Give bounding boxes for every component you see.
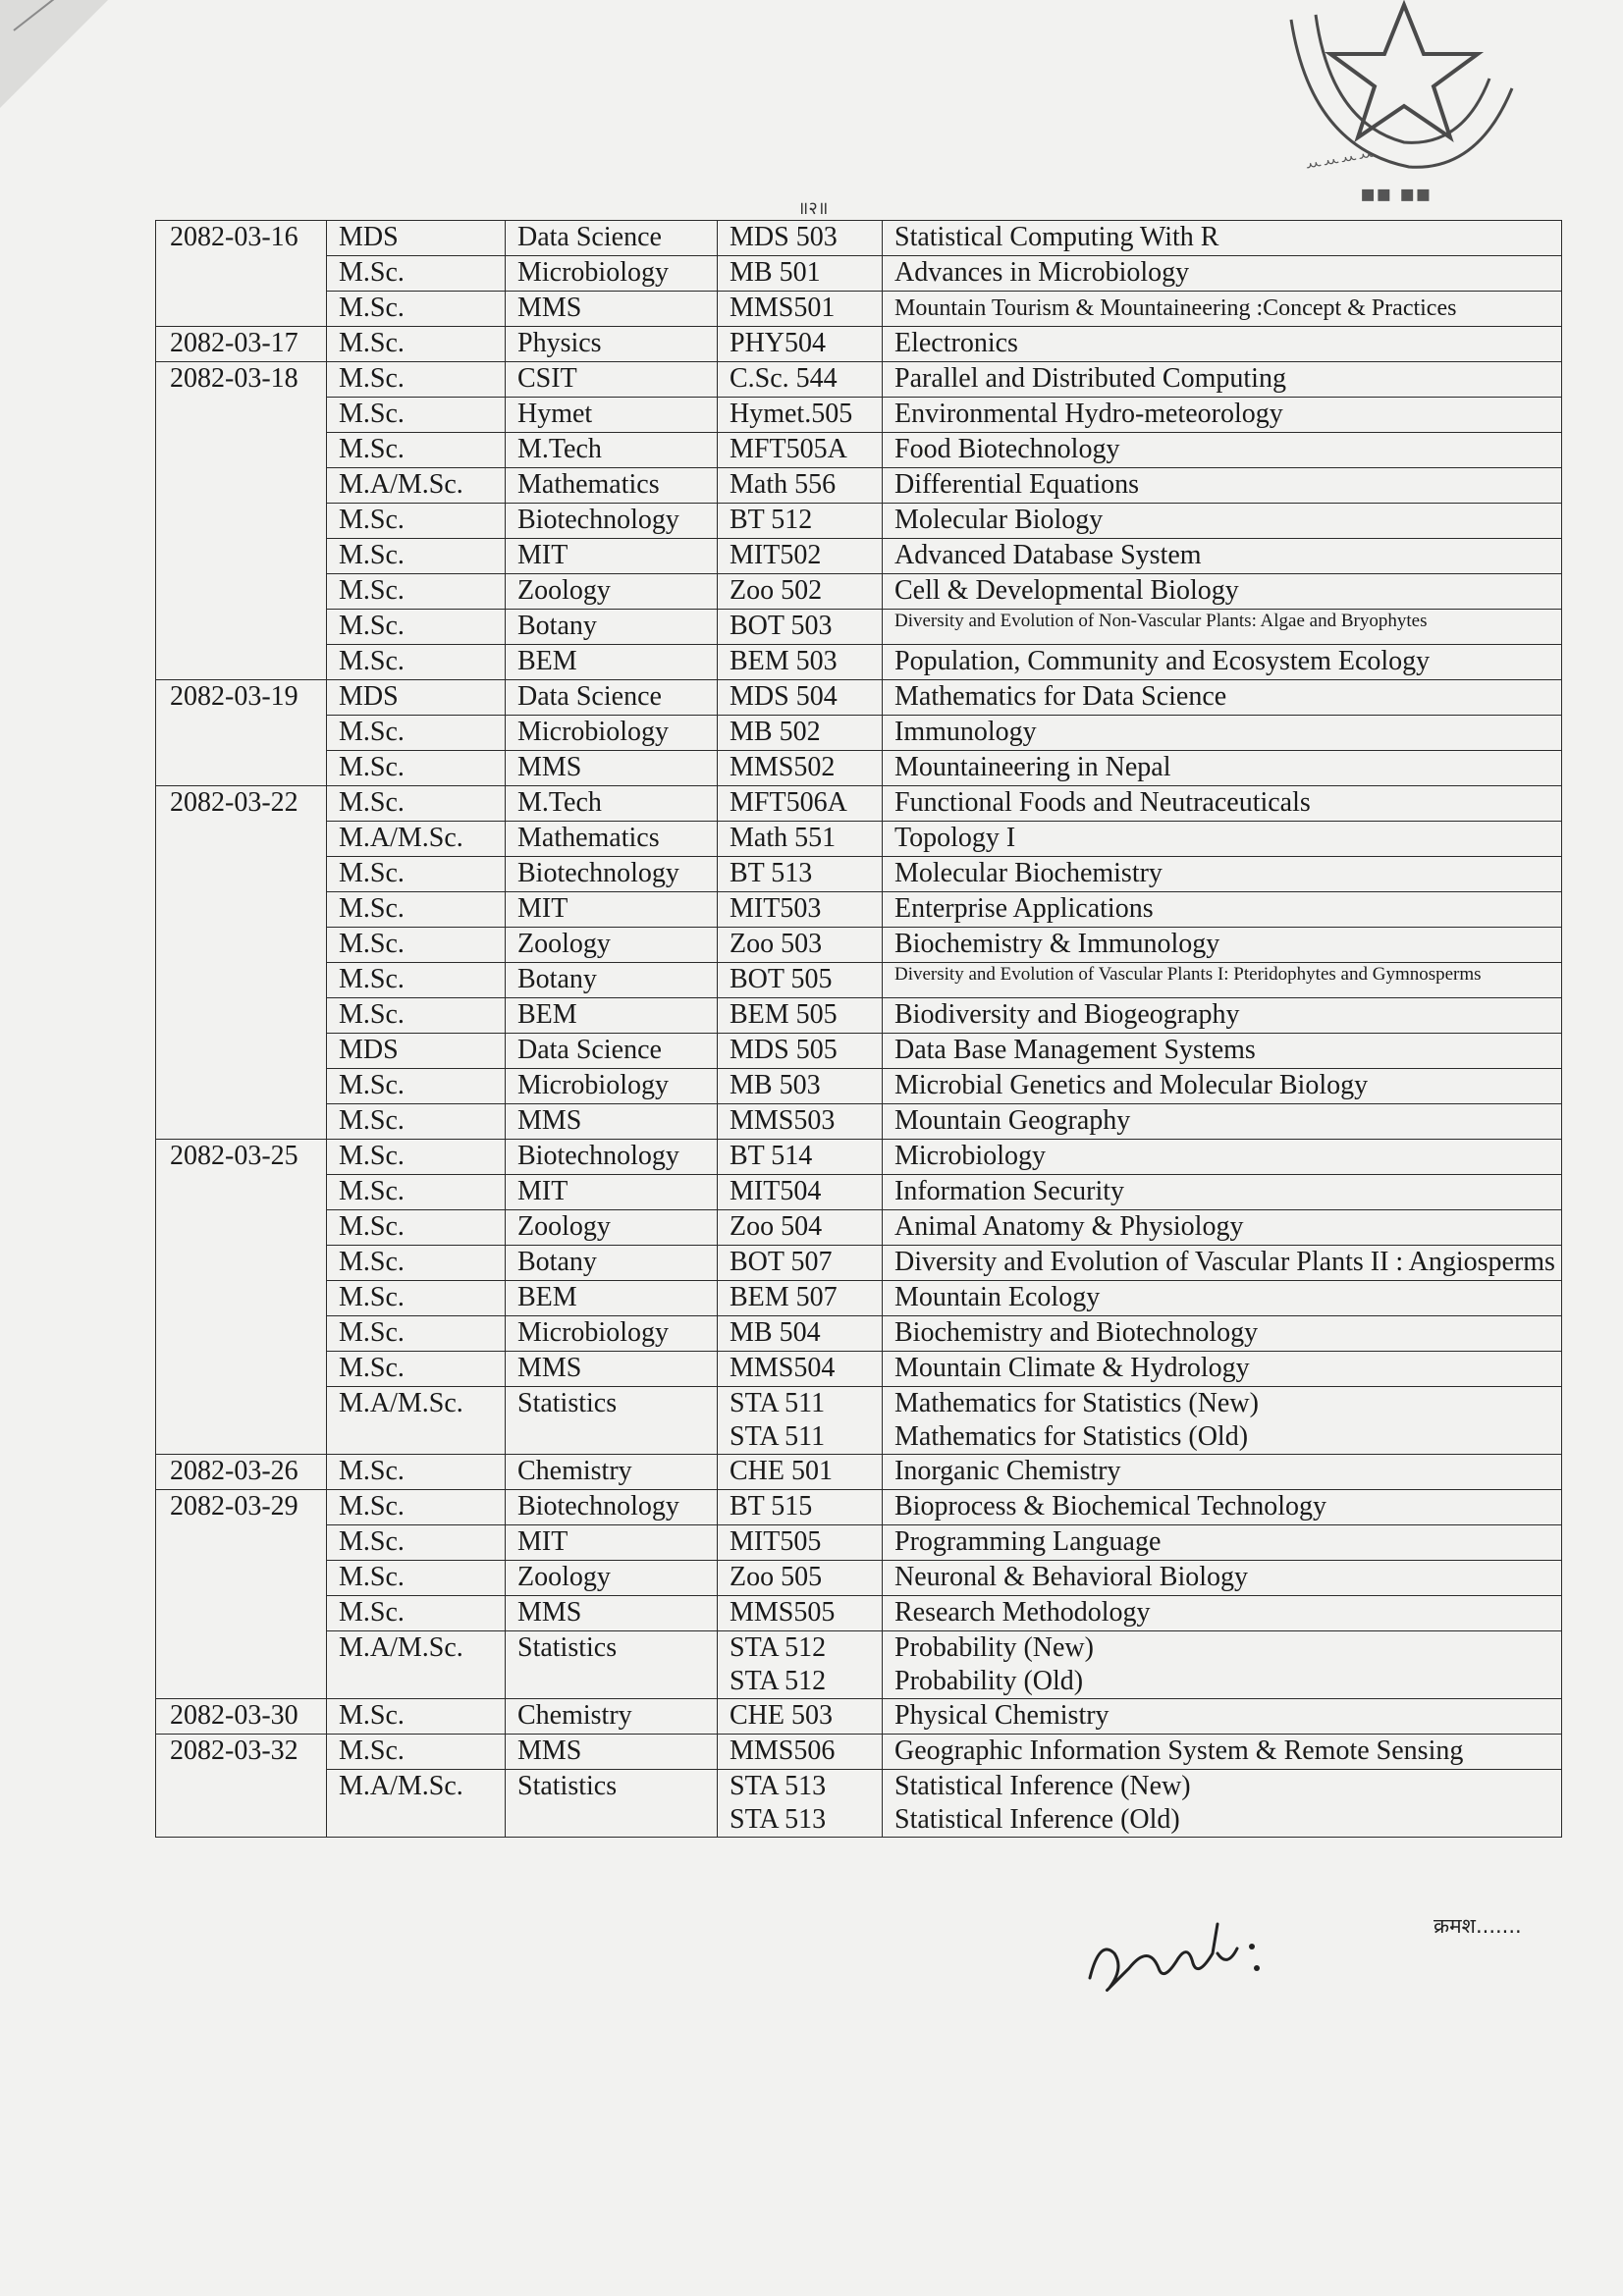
course-title-cell: Advanced Database System <box>883 539 1562 574</box>
table-row <box>156 362 1562 398</box>
program-cell: M.Sc. <box>327 292 506 327</box>
program-cell: M.Sc. <box>327 574 506 610</box>
course-code-cell: MFT506A <box>718 786 883 822</box>
star-seal-icon <box>1232 0 1527 221</box>
subject-cell: MMS <box>506 751 718 786</box>
table-row <box>156 327 1562 362</box>
course-title-cell: Immunology <box>883 716 1562 751</box>
program-cell: M.Sc. <box>327 327 506 362</box>
program-cell: M.A/M.Sc. <box>327 468 506 504</box>
course-title-cell: Mathematics for Data Science <box>883 680 1562 716</box>
subject-cell: Physics <box>506 327 718 362</box>
course-code-cell: C.Sc. 544 <box>718 362 883 398</box>
table-row <box>156 751 1562 786</box>
table-row <box>156 1316 1562 1352</box>
course-code-line: STA 513 <box>730 1771 827 1801</box>
exam-schedule-table <box>155 220 1562 1838</box>
subject-cell: Mathematics <box>506 822 718 857</box>
course-code-cell: MIT505 <box>718 1525 883 1561</box>
course-code-cell: PHY504 <box>718 327 883 362</box>
subject-cell: Statistics <box>506 1631 718 1699</box>
svg-text:ꕀꕀꕀꕀ: ꕀꕀꕀꕀ <box>1302 140 1378 177</box>
course-code-cell: BT 514 <box>718 1140 883 1175</box>
course-title-cell <box>883 1387 1562 1455</box>
course-code-cell: MB 501 <box>718 256 883 292</box>
course-code-cell: BT 512 <box>718 504 883 539</box>
course-code-cell: CHE 501 <box>718 1455 883 1490</box>
course-code-cell: MB 503 <box>718 1069 883 1104</box>
program-cell: M.Sc. <box>327 786 506 822</box>
exam-date: 2082-03-29 <box>156 1490 327 1699</box>
table-row <box>156 398 1562 433</box>
program-cell: M.Sc. <box>327 1069 506 1104</box>
table-row <box>156 1699 1562 1735</box>
course-title-cell: Data Base Management Systems <box>883 1034 1562 1069</box>
subject-cell: MMS <box>506 1596 718 1631</box>
course-title-cell: Diversity and Evolution of Non-Vascular Plants: Algae and Bryophytes <box>883 610 1562 645</box>
course-code-cell: MDS 504 <box>718 680 883 716</box>
subject-cell: Microbiology <box>506 716 718 751</box>
course-title-cell: Physical Chemistry <box>883 1699 1562 1735</box>
course-code-line: STA 511 <box>730 1388 826 1418</box>
course-title-cell <box>883 1770 1562 1838</box>
program-cell: M.Sc. <box>327 362 506 398</box>
course-title-cell: Biodiversity and Biogeography <box>883 998 1562 1034</box>
table-row <box>156 892 1562 928</box>
course-code-cell: BEM 505 <box>718 998 883 1034</box>
subject-cell: Statistics <box>506 1770 718 1838</box>
exam-date: 2082-03-19 <box>156 680 327 786</box>
course-code-cell: MDS 503 <box>718 221 883 256</box>
table-row <box>156 574 1562 610</box>
table-row <box>156 1561 1562 1596</box>
exam-date: 2082-03-30 <box>156 1699 327 1735</box>
table-row <box>156 645 1562 680</box>
table-row <box>156 998 1562 1034</box>
program-cell: M.Sc. <box>327 1455 506 1490</box>
table-row <box>156 857 1562 892</box>
course-title-cell: Molecular Biology <box>883 504 1562 539</box>
course-title-cell: Programming Language <box>883 1525 1562 1561</box>
subject-cell: Statistics <box>506 1387 718 1455</box>
program-cell: M.Sc. <box>327 1735 506 1770</box>
subject-cell: Mathematics <box>506 468 718 504</box>
subject-cell: Microbiology <box>506 1316 718 1352</box>
course-title-cell: Differential Equations <box>883 468 1562 504</box>
subject-cell: BEM <box>506 1281 718 1316</box>
subject-cell: Microbiology <box>506 256 718 292</box>
table-row <box>156 1140 1562 1175</box>
subject-cell: Data Science <box>506 680 718 716</box>
program-cell: M.Sc. <box>327 1104 506 1140</box>
program-cell: M.Sc. <box>327 963 506 998</box>
exam-date: 2082-03-16 <box>156 221 327 327</box>
course-code-cell: Zoo 505 <box>718 1561 883 1596</box>
course-title-cell: Inorganic Chemistry <box>883 1455 1562 1490</box>
program-cell: M.Sc. <box>327 1490 506 1525</box>
table-row <box>156 1387 1562 1455</box>
program-cell: M.Sc. <box>327 1525 506 1561</box>
course-title-cell: Animal Anatomy & Physiology <box>883 1210 1562 1246</box>
program-cell: M.Sc. <box>327 539 506 574</box>
subject-cell: Biotechnology <box>506 1140 718 1175</box>
course-code-line: STA 513 <box>730 1804 827 1835</box>
course-code-cell: Zoo 502 <box>718 574 883 610</box>
exam-date: 2082-03-17 <box>156 327 327 362</box>
course-code-cell: MB 502 <box>718 716 883 751</box>
course-code-cell: MFT505A <box>718 433 883 468</box>
table-row <box>156 1034 1562 1069</box>
program-cell: M.Sc. <box>327 1210 506 1246</box>
table-row <box>156 963 1562 998</box>
course-code-cell: Math 551 <box>718 822 883 857</box>
schedule-body <box>156 221 1562 1838</box>
subject-cell: M.Tech <box>506 433 718 468</box>
table-row <box>156 680 1562 716</box>
course-title-cell: Topology I <box>883 822 1562 857</box>
course-code-cell: BT 513 <box>718 857 883 892</box>
program-cell: M.Sc. <box>327 1246 506 1281</box>
course-code-cell: MIT502 <box>718 539 883 574</box>
table-row <box>156 1246 1562 1281</box>
course-code-cell: MMS502 <box>718 751 883 786</box>
course-code-cell: MMS504 <box>718 1352 883 1387</box>
subject-cell: Zoology <box>506 928 718 963</box>
course-title-line: Probability (New) <box>894 1632 1094 1663</box>
course-title-cell: Neuronal & Behavioral Biology <box>883 1561 1562 1596</box>
subject-cell: Botany <box>506 610 718 645</box>
program-cell: M.A/M.Sc. <box>327 1387 506 1455</box>
course-code-line: STA 511 <box>730 1421 826 1452</box>
subject-cell: Botany <box>506 963 718 998</box>
table-row <box>156 1210 1562 1246</box>
course-code-cell: MDS 505 <box>718 1034 883 1069</box>
course-title-cell: Diversity and Evolution of Vascular Plants II : Angiosperms <box>883 1246 1562 1281</box>
svg-text:▪▪ ▪▪: ▪▪ ▪▪ <box>1360 180 1432 207</box>
exam-date: 2082-03-26 <box>156 1455 327 1490</box>
subject-cell: Zoology <box>506 1210 718 1246</box>
table-row <box>156 1352 1562 1387</box>
subject-cell: MIT <box>506 1525 718 1561</box>
course-code-line: STA 512 <box>730 1632 827 1663</box>
subject-cell: Biotechnology <box>506 857 718 892</box>
program-cell: M.Sc. <box>327 398 506 433</box>
program-cell: M.Sc. <box>327 751 506 786</box>
table-row <box>156 1069 1562 1104</box>
table-row <box>156 539 1562 574</box>
table-row <box>156 1596 1562 1631</box>
course-title-cell: Mountain Tourism & Mountaineering :Concept & Practices <box>883 292 1562 327</box>
table-row <box>156 716 1562 751</box>
course-title-cell: Environmental Hydro-meteorology <box>883 398 1562 433</box>
page-corner-fold <box>0 0 108 108</box>
page-number: ॥२॥ <box>797 198 829 219</box>
table-row <box>156 1735 1562 1770</box>
program-cell: MDS <box>327 680 506 716</box>
table-row <box>156 1525 1562 1561</box>
course-code-cell: MIT504 <box>718 1175 883 1210</box>
program-cell: M.Sc. <box>327 1140 506 1175</box>
course-title-cell: Enterprise Applications <box>883 892 1562 928</box>
continued-label: क्रमश....... <box>1434 1914 1522 1938</box>
course-title-cell: Mountain Geography <box>883 1104 1562 1140</box>
table-row <box>156 504 1562 539</box>
subject-cell: Data Science <box>506 221 718 256</box>
course-code-line: STA 512 <box>730 1666 827 1696</box>
subject-cell: Data Science <box>506 1034 718 1069</box>
course-title-cell: Statistical Computing With R <box>883 221 1562 256</box>
course-title-line: Statistical Inference (Old) <box>894 1804 1180 1835</box>
subject-cell: M.Tech <box>506 786 718 822</box>
table-row <box>156 256 1562 292</box>
program-cell: M.Sc. <box>327 1596 506 1631</box>
course-title-cell: Diversity and Evolution of Vascular Plants I: Pteridophytes and Gymnosperms <box>883 963 1562 998</box>
subject-cell: MMS <box>506 1735 718 1770</box>
subject-cell: Microbiology <box>506 1069 718 1104</box>
subject-cell: MMS <box>506 1104 718 1140</box>
course-title-cell: Mountain Ecology <box>883 1281 1562 1316</box>
subject-cell: MIT <box>506 1175 718 1210</box>
course-title-cell: Research Methodology <box>883 1596 1562 1631</box>
program-cell: M.Sc. <box>327 1281 506 1316</box>
course-code-cell: MB 504 <box>718 1316 883 1352</box>
table-row <box>156 822 1562 857</box>
table-row <box>156 1281 1562 1316</box>
table-row <box>156 221 1562 256</box>
course-title-cell: Electronics <box>883 327 1562 362</box>
course-title-cell: Biochemistry and Biotechnology <box>883 1316 1562 1352</box>
course-title-cell: Molecular Biochemistry <box>883 857 1562 892</box>
course-code-cell: BOT 503 <box>718 610 883 645</box>
table-row <box>156 1770 1562 1838</box>
course-code-cell: CHE 503 <box>718 1699 883 1735</box>
program-cell: M.Sc. <box>327 928 506 963</box>
subject-cell: MIT <box>506 539 718 574</box>
course-title-cell: Parallel and Distributed Computing <box>883 362 1562 398</box>
subject-cell: CSIT <box>506 362 718 398</box>
course-title-cell: Geographic Information System & Remote Sensing <box>883 1735 1562 1770</box>
exam-date: 2082-03-22 <box>156 786 327 1140</box>
subject-cell: MIT <box>506 892 718 928</box>
program-cell: M.Sc. <box>327 892 506 928</box>
table-row <box>156 468 1562 504</box>
course-title-cell: Mountaineering in Nepal <box>883 751 1562 786</box>
program-cell: M.A/M.Sc. <box>327 1770 506 1838</box>
subject-cell: MMS <box>506 292 718 327</box>
course-code-cell: MMS506 <box>718 1735 883 1770</box>
exam-date: 2082-03-32 <box>156 1735 327 1838</box>
table-row <box>156 610 1562 645</box>
course-title-cell: Information Security <box>883 1175 1562 1210</box>
course-title-cell: Population, Community and Ecosystem Ecology <box>883 645 1562 680</box>
course-title-cell: Advances in Microbiology <box>883 256 1562 292</box>
handwritten-signature-icon <box>1070 1899 1286 2007</box>
program-cell: M.Sc. <box>327 857 506 892</box>
program-cell: MDS <box>327 221 506 256</box>
table-row <box>156 928 1562 963</box>
course-title-cell: Microbiology <box>883 1140 1562 1175</box>
table-row <box>156 433 1562 468</box>
subject-cell: Chemistry <box>506 1455 718 1490</box>
course-code-cell: Zoo 503 <box>718 928 883 963</box>
program-cell: M.A/M.Sc. <box>327 822 506 857</box>
course-code-cell <box>718 1387 883 1455</box>
course-code-cell: Hymet.505 <box>718 398 883 433</box>
course-code-cell: MMS503 <box>718 1104 883 1140</box>
subject-cell: BEM <box>506 998 718 1034</box>
subject-cell: Botany <box>506 1246 718 1281</box>
program-cell: M.Sc. <box>327 1352 506 1387</box>
course-title-line: Mathematics for Statistics (Old) <box>894 1421 1249 1452</box>
course-title-cell: Functional Foods and Neutraceuticals <box>883 786 1562 822</box>
program-cell: M.Sc. <box>327 1699 506 1735</box>
course-title-cell: Mountain Climate & Hydrology <box>883 1352 1562 1387</box>
program-cell: M.Sc. <box>327 256 506 292</box>
program-cell: M.Sc. <box>327 1175 506 1210</box>
program-cell: M.Sc. <box>327 645 506 680</box>
course-code-cell: MMS505 <box>718 1596 883 1631</box>
course-title-cell: Cell & Developmental Biology <box>883 574 1562 610</box>
program-cell: M.Sc. <box>327 1316 506 1352</box>
subject-cell: BEM <box>506 645 718 680</box>
course-title-cell: Biochemistry & Immunology <box>883 928 1562 963</box>
program-cell: M.Sc. <box>327 998 506 1034</box>
course-code-cell <box>718 1631 883 1699</box>
table-row <box>156 1455 1562 1490</box>
exam-date: 2082-03-25 <box>156 1140 327 1455</box>
program-cell: M.Sc. <box>327 1561 506 1596</box>
course-code-cell: BOT 505 <box>718 963 883 998</box>
table-row <box>156 1104 1562 1140</box>
subject-cell: Biotechnology <box>506 504 718 539</box>
course-title-cell: Food Biotechnology <box>883 433 1562 468</box>
course-code-cell: BOT 507 <box>718 1246 883 1281</box>
table-row <box>156 786 1562 822</box>
table-row <box>156 1175 1562 1210</box>
subject-cell: MMS <box>506 1352 718 1387</box>
table-row <box>156 1490 1562 1525</box>
table-row <box>156 1631 1562 1699</box>
course-code-cell <box>718 1770 883 1838</box>
subject-cell: Biotechnology <box>506 1490 718 1525</box>
course-code-cell: Math 556 <box>718 468 883 504</box>
course-code-cell: MMS501 <box>718 292 883 327</box>
program-cell: M.Sc. <box>327 433 506 468</box>
subject-cell: Chemistry <box>506 1699 718 1735</box>
program-cell: M.Sc. <box>327 504 506 539</box>
subject-cell: Hymet <box>506 398 718 433</box>
course-title-cell <box>883 1631 1562 1699</box>
subject-cell: Zoology <box>506 1561 718 1596</box>
course-code-cell: MIT503 <box>718 892 883 928</box>
course-code-cell: BT 515 <box>718 1490 883 1525</box>
course-title-line: Probability (Old) <box>894 1666 1084 1696</box>
course-code-cell: BEM 503 <box>718 645 883 680</box>
subject-cell: Zoology <box>506 574 718 610</box>
course-title-cell: Bioprocess & Biochemical Technology <box>883 1490 1562 1525</box>
program-cell: M.Sc. <box>327 716 506 751</box>
course-title-line: Mathematics for Statistics (New) <box>894 1388 1259 1418</box>
course-title-cell: Microbial Genetics and Molecular Biology <box>883 1069 1562 1104</box>
course-code-cell: BEM 507 <box>718 1281 883 1316</box>
course-code-cell: Zoo 504 <box>718 1210 883 1246</box>
program-cell: M.Sc. <box>327 610 506 645</box>
exam-date: 2082-03-18 <box>156 362 327 680</box>
course-title-line: Statistical Inference (New) <box>894 1771 1191 1801</box>
program-cell: MDS <box>327 1034 506 1069</box>
table-row <box>156 292 1562 327</box>
program-cell: M.A/M.Sc. <box>327 1631 506 1699</box>
